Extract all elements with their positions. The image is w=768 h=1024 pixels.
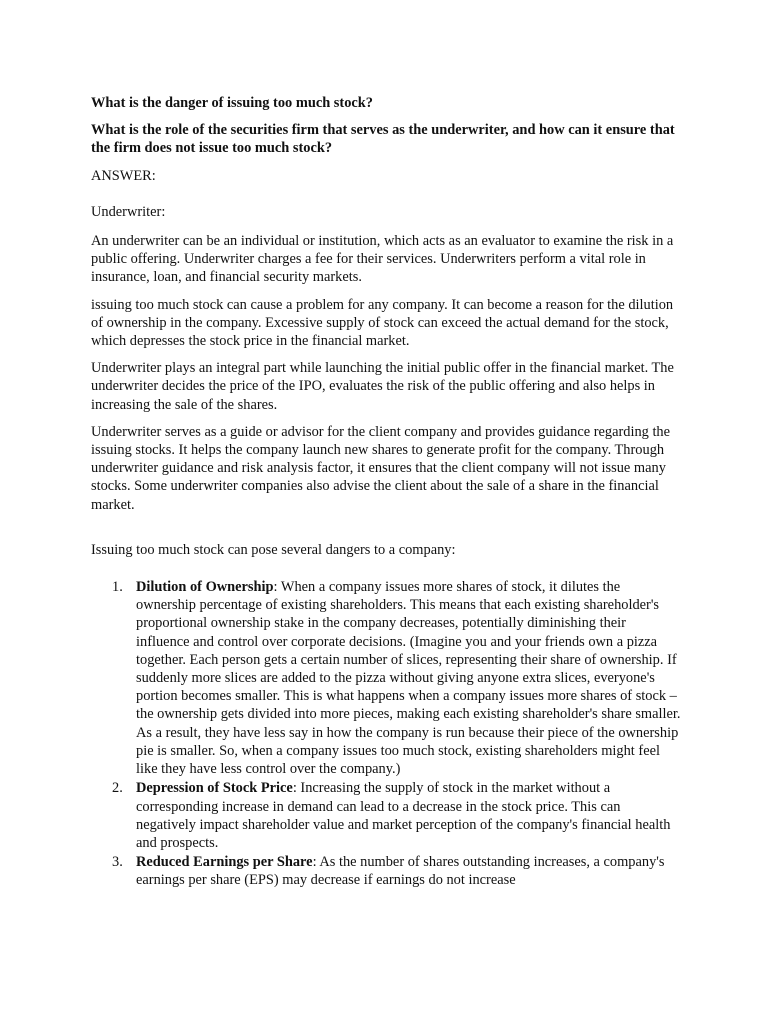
list-item <box>91 853 681 889</box>
question-2: What is the role of the securities firm that serves as the underwriter, and how can it ensure that the firm does not issue too much stock? <box>91 122 675 157</box>
dangers-intro: Issuing too much stock can pose several dangers to a company: <box>91 541 456 558</box>
list-item-title: Reduced Earnings per Share <box>136 854 313 871</box>
list-item-text: : When a company issues more shares of stock, it dilutes the ownership percentage of existing shareholders. This means that each existing shareholder's proportional ownership stake in the company decreases, potentially diminishing their influence and control over corporate decisions. (Imagine you and your friends own a pizza together. Each person gets a certain number of slices, representing their share of ownership. If suddenly more slices are added to the pizza without giving anyone extra slices, everyone's portion becomes smaller. This is what happens when a company issues more shares of stock – the ownership gets divided into more pieces, making each existing shareholder's share smaller. As a result, they have less say in how the company is run because their piece of the ownership pie is smaller. So, when a company issues too much stock, existing shareholders might feel like they have less control over the company.) <box>136 579 681 778</box>
question-1: What is the danger of issuing too much stock? <box>91 95 373 111</box>
paragraph-underwriter-definition: An underwriter can be an individual or institution, which acts as an evaluator to examine the risk in a public offering. Underwriter charges a fee for their services. Underwriters perform a vital role in insurance, loan, and financial security markets. <box>91 233 674 286</box>
paragraph-ipo-role: Underwriter plays an integral part while launching the initial public offer in the financial market. The underwriter decides the price of the IPO, evaluates the risk of the public offering and also helps in increasing the sale of the shares. <box>91 360 674 413</box>
list-item-number: 2. <box>112 780 123 797</box>
list-item-text: : Increasing the supply of stock in the market without a corresponding increase in demand can lead to a decrease in the stock price. This can negatively impact shareholder value and market perception of the company's financial health and prospects. <box>136 780 671 851</box>
dangers-list <box>91 578 681 889</box>
document-page <box>91 94 681 891</box>
list-item-text: : As the number of shares outstanding increases, a company's earnings per share (EPS) may decrease if earnings do not increase <box>136 854 665 889</box>
answer-label: ANSWER: <box>91 167 156 184</box>
list-item-title: Dilution of Ownership <box>136 579 274 596</box>
list-item-title: Depression of Stock Price <box>136 780 293 797</box>
paragraph-issuing-problem: issuing too much stock can cause a problem for any company. It can become a reason for the dilution of ownership in the company. Excessive supply of stock can exceed the actual demand for the stock, which depresses the stock price in the financial market. <box>91 296 674 350</box>
underwriter-heading: Underwriter: <box>91 203 166 220</box>
list-item <box>91 578 681 778</box>
list-item <box>91 779 681 852</box>
list-item-number: 1. <box>112 579 123 596</box>
paragraph-advisor-role: Underwriter serves as a guide or advisor for the client company and provides guidance regarding the issuing stocks. It helps the company launch new shares to generate profit for the company. Through underwriter guidance and risk analysis factor, it ensures that the client company will not issue many stocks. Some underwriter companies also advise the client about the sale of a share in the financial market. <box>91 423 671 513</box>
list-item-number: 3. <box>112 854 123 871</box>
